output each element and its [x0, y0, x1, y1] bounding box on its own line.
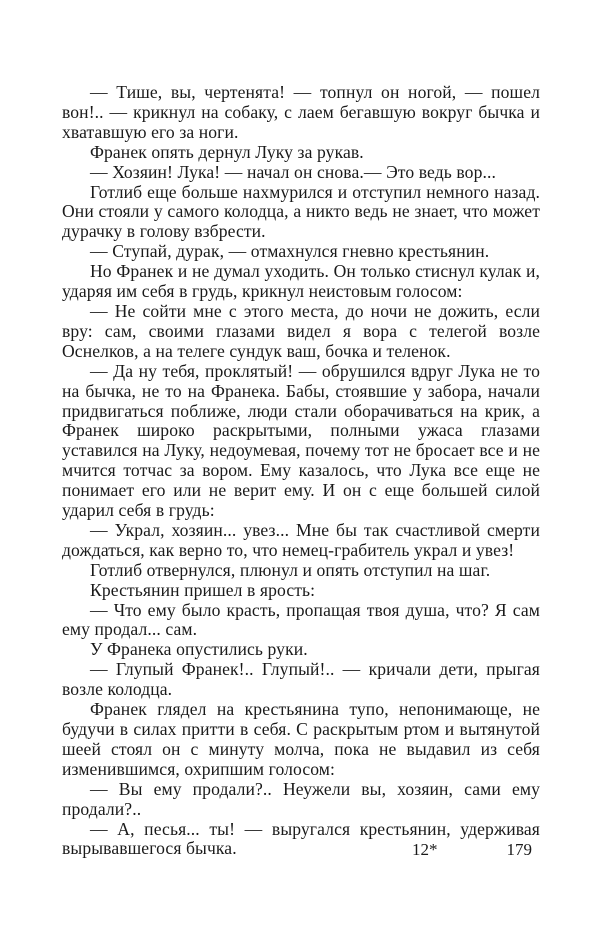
paragraph: — А, песья... ты! — выругался крестьянин, удерживая вырывавшегося бычка.	[62, 818, 540, 859]
paragraph: — Да ну тебя, проклятый! — обрушился вдруг Лука не то на бычка, не то на Франека. Бабы, стоявшие у забора, начали придвигаться поближе, люди стали оборачиваться на крик, а Франек широко раскрытыми, полными ужаса глазами уставился на Луку, недоумевая, почему тот не бросает все и не мчится тотчас за вором. Ему казалось, что Лука все еще не понимает его или не верит ему. И он с еще большей силой ударил себя в грудь:	[62, 360, 540, 521]
body-text	[62, 83, 540, 859]
paragraph: Крестьянин пришел в ярость:	[90, 579, 316, 600]
paragraph: — Не сойти мне с этого места, до ночи не дожить, если вру: сам, своими глазами видел я вора с телегой возле Оснелков, а на телеге сундук ваш, бочка и теленок.	[62, 300, 540, 361]
paragraph: Франек глядел на крестьянина тупо, непонимающе, не будучи в силах притти в себя. С раскрытым ртом и вытянутой шеей стоял он с минуту молча, пока не выдавил из себя изменившимся, охрипшим голосом:	[62, 699, 540, 779]
page-footer	[62, 840, 540, 864]
paragraph: Готлиб еще больше нахмурился и отступил немного назад. Они стояли у самого колодца, а никто ведь не знает, что может дурачку в голову взбрести.	[62, 181, 540, 242]
paragraph: — Вы ему продали?.. Неужели вы, хозяин, сами ему продали?..	[62, 778, 540, 819]
paragraph: Но Франек и не думал уходить. Он только стиснул кулак и, ударяя им себя в грудь, крикнул неистовым голосом:	[62, 261, 540, 302]
paragraph: — Украл, хозяин... увез... Мне бы так счастливой смерти дождаться, как верно то, что немец-грабитель украл и увез!	[62, 519, 540, 560]
paragraph: — Ступай, дурак, — отмахнулся гневно крестьянин.	[90, 241, 490, 262]
page-number: 179	[506, 840, 532, 859]
paragraph: Готлиб отвернулся, плюнул и опять отступил на шаг.	[90, 559, 491, 580]
signature-mark: 12*	[412, 840, 438, 859]
paragraph: У Франека опустились руки.	[90, 639, 308, 660]
paragraph: — Глупый Франек!.. Глупый!.. — кричали дети, прыгая возле колодца.	[62, 659, 540, 700]
paragraph: — Тише, вы, чертенята! — топнул он ногой, — пошел вон!.. — крикнул на собаку, с лаем бегавшую вокруг бычка и хватавшую его за ноги.	[62, 82, 540, 142]
paragraph: — Что ему было красть, пропащая твоя душа, что? Я сам ему продал... сам.	[62, 599, 540, 640]
paragraph: Франек опять дернул Луку за рукав.	[90, 141, 364, 162]
paragraph: — Хозяин! Лука! — начал он снова.— Это ведь вор...	[90, 161, 496, 182]
